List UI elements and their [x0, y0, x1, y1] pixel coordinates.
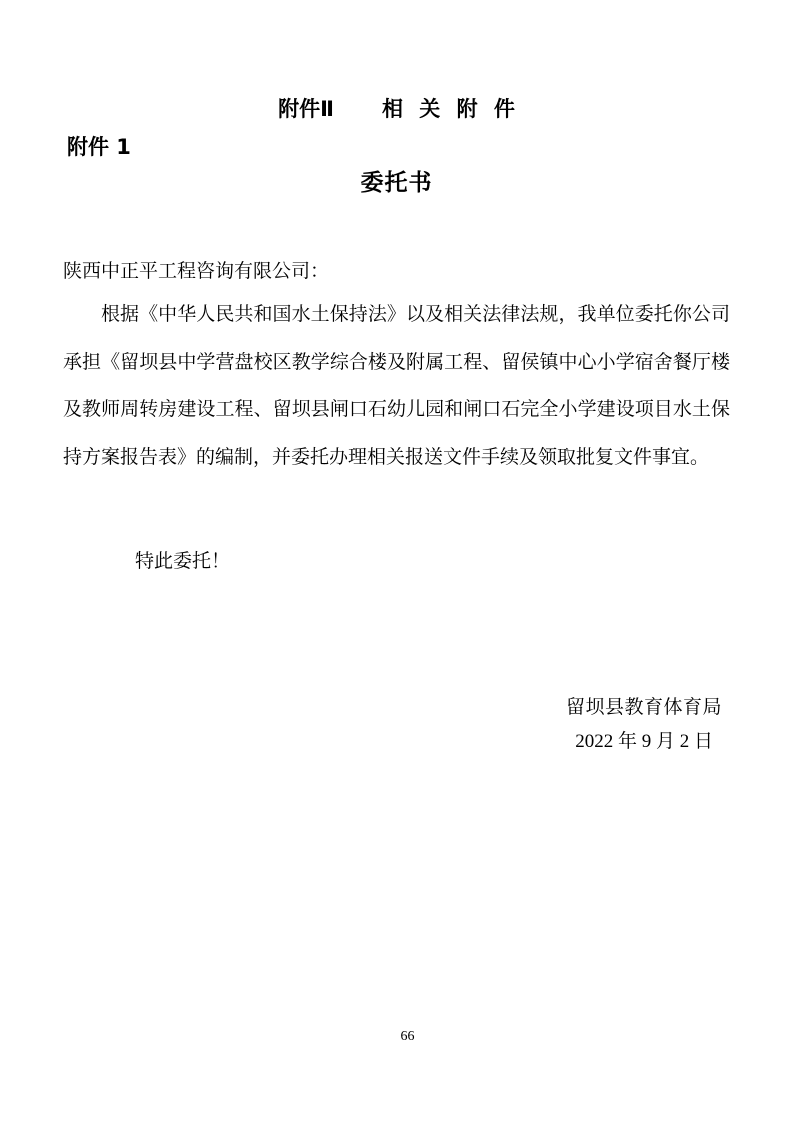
signature-organization: 留坝县教育体育局	[565, 697, 722, 718]
document-title: 委托书	[360, 170, 433, 196]
attachment-header-title: 相 关 附 件	[381, 97, 515, 121]
attachment-number: 附件 1	[67, 135, 131, 159]
recipient-line: 陕西中正平工程咨询有限公司：	[63, 261, 330, 282]
attachment-header-label: 附件Ⅱ	[278, 97, 334, 121]
body-paragraph: 根据《中华人民共和国水土保持法》以及相关法律法规，我单位委托你公司承担《留坝县中学营盘校区教学综合楼及附属工程、留侯镇中心小学宿舍餐厅楼及教师周转房建设工程、留坝县闸口石幼儿园和闸口石完全小学建设项目水土保持方案报告表》的编制，并委托办理相关报送文件手续及领取批复文件事宜。	[63, 304, 730, 468]
attachment-header	[0, 93, 793, 123]
page-number: 66	[400, 1029, 415, 1044]
signature-date: 2022 年 9 月 2 日	[575, 731, 713, 752]
closing-line: 特此委托！	[135, 551, 231, 572]
